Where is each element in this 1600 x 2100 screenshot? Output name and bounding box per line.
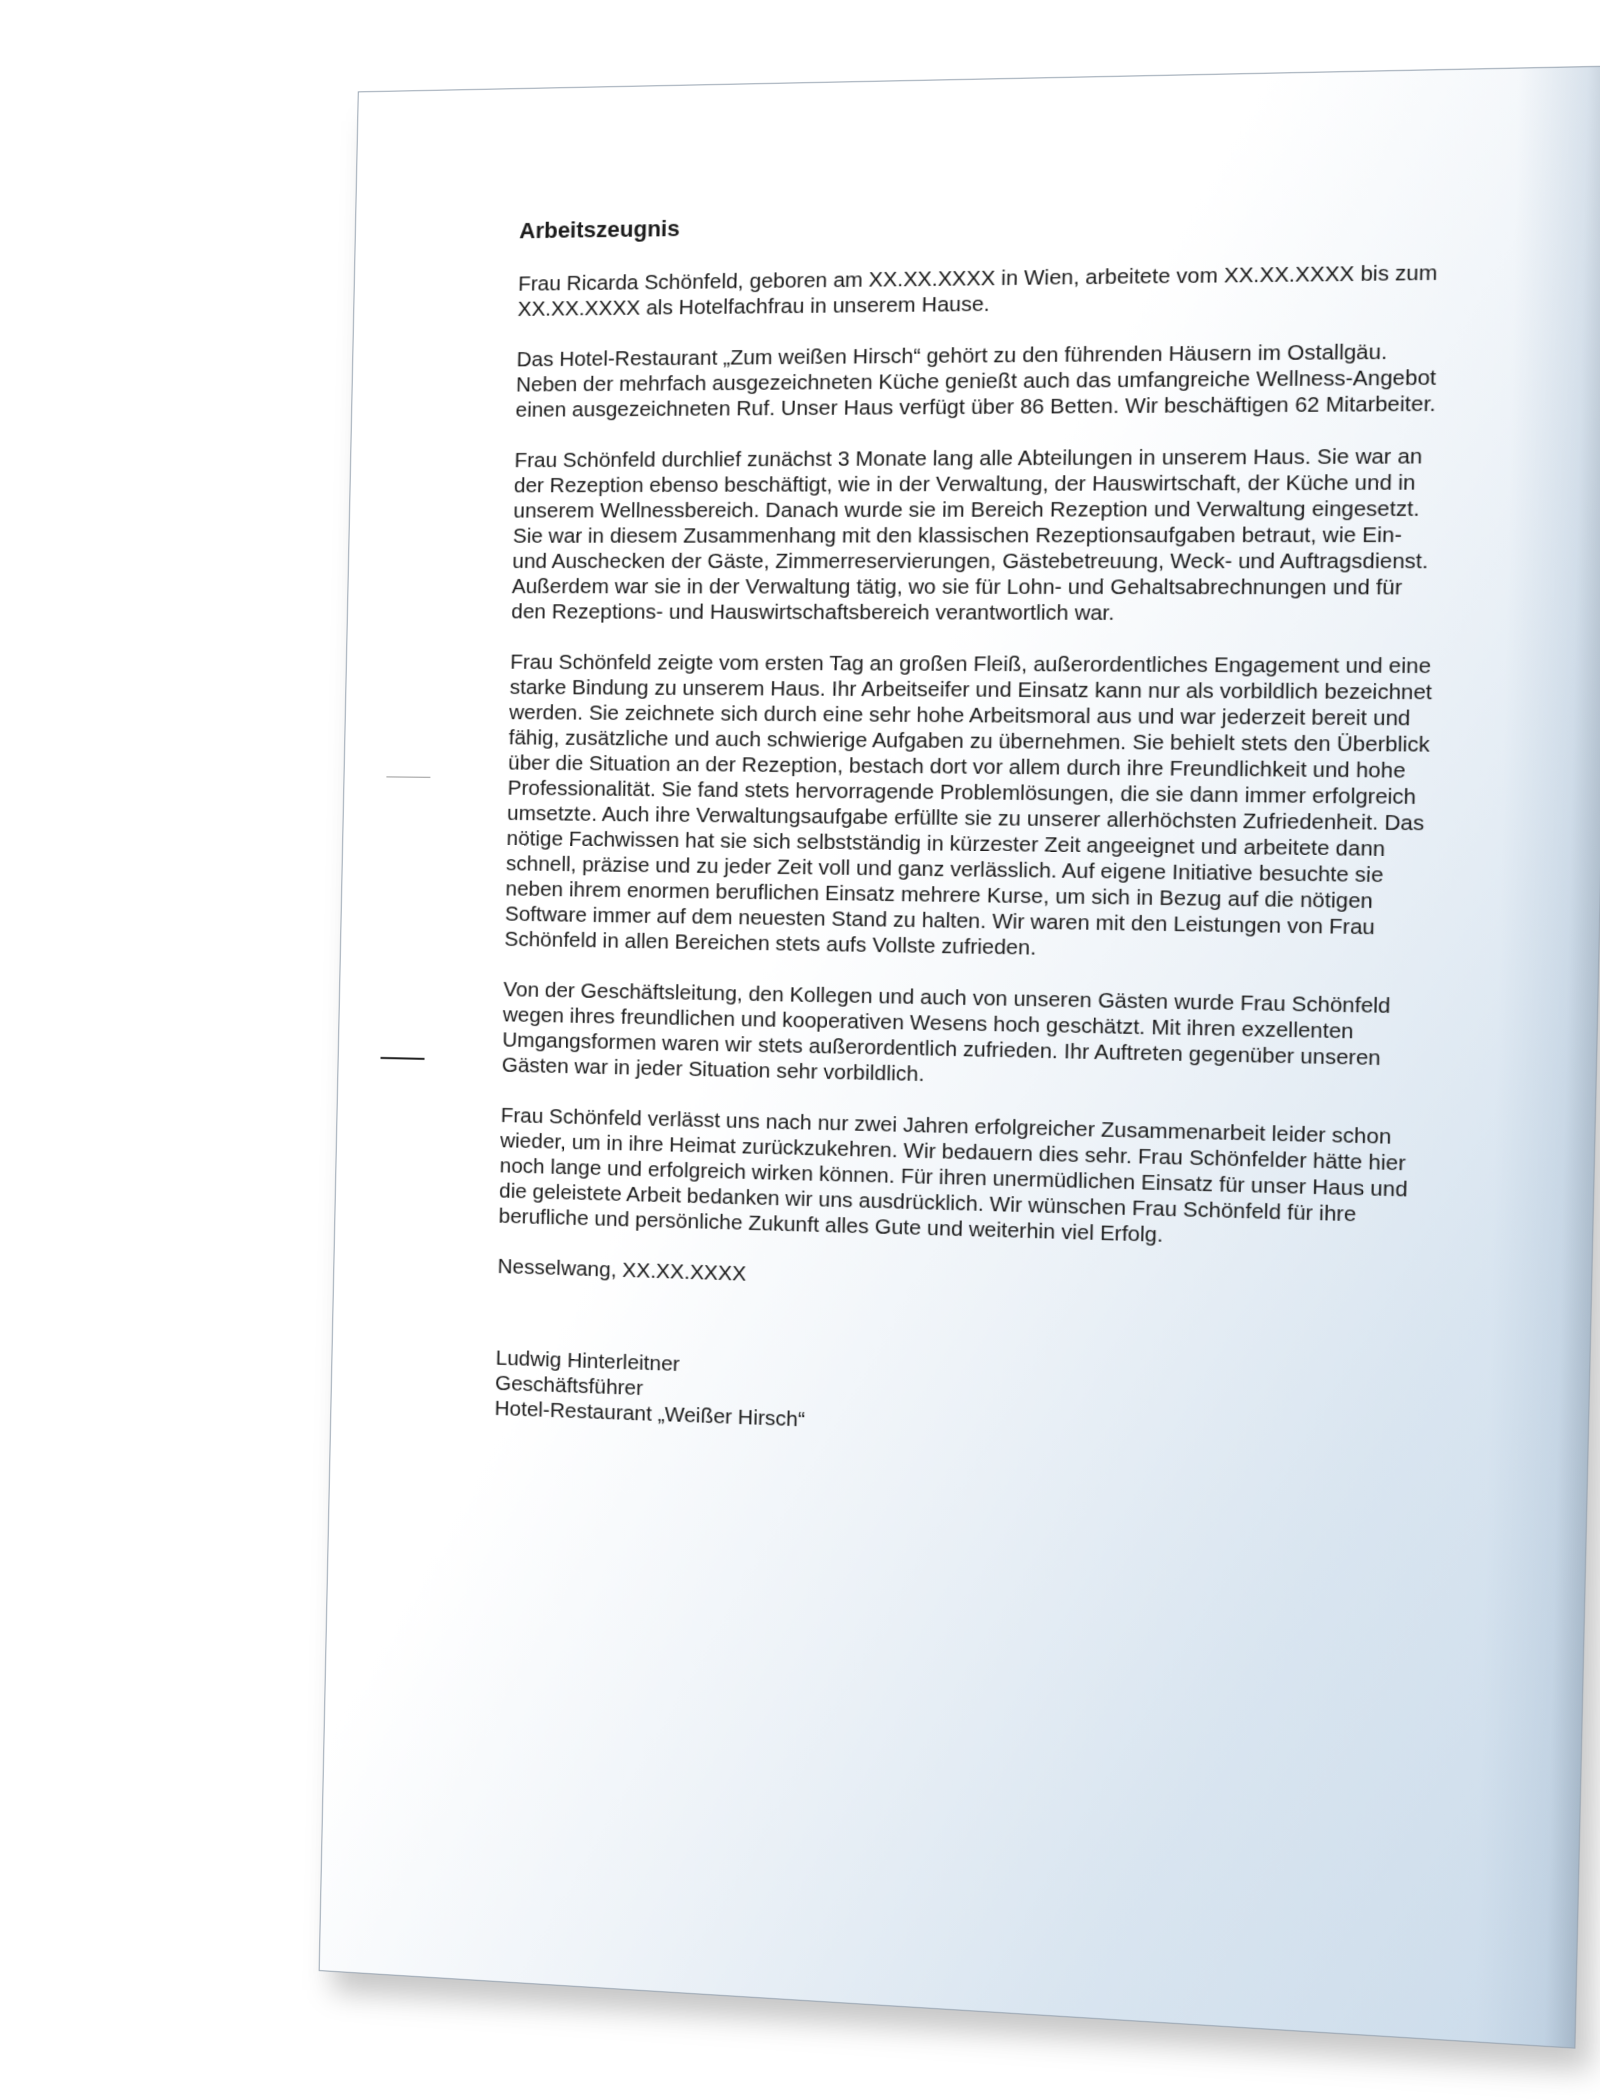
document-title: Arbeitszeugnis	[519, 215, 681, 244]
paragraph-performance: Frau Schönfeld zeigte vom ersten Tag an großen Fleiß, außerordentliches Engagement und eine starke Bindung zu unserem Haus. Ihr Arbeitseifer und Einsatz kann nur als vorbildlich bezeichnet werden. Sie zeichnete sich durch eine sehr hohe Arbeitsmoral aus und war jederzeit bereit und fähig, zusätzliche und auch schwierige Aufgaben zu übernehmen. Sie behielt stets den Überblick über die Situation an der Rezeption, bestach dort vor allem durch ihre Freundlichkeit und hohe Professionalität. Sie fand stets hervorragende Problemlösungen, die sie dann immer erfolgreich umsetzte. Auch ihre Verwaltungsaufgabe erfüllte sie zu unserer allerhöchsten Zufriedenheit. Das nötige Fachwissen hat sie sich selbstständig in kürzester Zeit angeeignet und arbeitete dann schnell, präzise und zu jeder Zeit voll und ganz verlässlich. Auf eigene Initiative besuchte sie neben ihrem enormen beruflichen Einsatz mehrere Kurse, um sich in Bezug auf die nötigen Software immer auf dem neuesten Stand zu halten. Wir waren mit den Leistungen von Frau Schönfeld in allen Bereichen stets aufs Vollste zufrieden.	[504, 650, 1433, 960]
signature-block	[494, 1345, 1418, 1455]
paragraph-closing: Frau Schönfeld verlässt uns nach nur zwei Jahren erfolgreicher Zusammenarbeit leider schon wieder, um in ihre Heimat zurückzukehren. Wir bedauern dies sehr. Frau Schönfelder hätte hier noch lange und erfolgreich wirken können. Für ihren unermüdlichen Einsatz für unser Haus und die geleistete Arbeit bedanken wir uns ausdrücklich. Wir wünschen Frau Schönfeld für ihre berufliche und persönliche Zukunft alles Gute und weiterhin viel Erfolg.	[498, 1103, 1408, 1247]
signer-role: Geschäftsführer	[494, 1371, 644, 1401]
document-page-wrapper	[318, 65, 1600, 2071]
paragraph-conduct: Von der Geschäftsleitung, den Kollegen und auch von unseren Gästen wurde Frau Schönfeld wegen ihres freundlichen und kooperativen Wesens hoch geschätzt. Mit ihren exzellenten Umgangsformen waren wir stets außerordentlich zufrieden. Ihr Auftreten gegenüber unseren Gästen war in jeder Situation sehr vorbildlich.	[501, 977, 1391, 1087]
page-edge-highlight	[1475, 67, 1600, 2048]
paragraph-company: Das Hotel-Restaurant „Zum weißen Hirsch“ gehört zu den führenden Häusern im Ostallgäu. Neben der mehrfach ausgezeichneten Küche genießt auch das umfangreiche Wellness-Angebot einen ausgezeichneten Ruf. Unser Haus verfügt über 86 Betten. Wir beschäftigen 62 Mitarbeiter.	[515, 340, 1437, 422]
place-date: Nesselwang, XX.XX.XXXX	[497, 1254, 747, 1286]
punch-mark	[381, 1057, 425, 1060]
document-body	[494, 204, 1444, 1455]
signer-name: Ludwig Hinterleitner	[495, 1346, 681, 1377]
paragraph-intro: Frau Ricarda Schönfeld, geboren am XX.XX.XXXX in Wien, arbeitete vom XX.XX.XXXX bis zum XX.XX.XXXX als Hotelfachfrau in unserem Hause.	[517, 261, 1438, 321]
paragraph-duties: Frau Schönfeld durchlief zunächst 3 Monate lang alle Abteilungen in unserem Haus. Sie war an der Rezeption ebenso beschäftigt, wie in der Verwaltung, der Hauswirtschaft, der Küche und in unserem Wellnessbereich. Danach wurde sie im Bereich Rezeption und Verwaltung eingesetzt. Sie war in diesem Zusammenhang mit den klassischen Rezeptionsaufgaben betraut, wie Ein- und Auschecken der Gäste, Zimmerreservierungen, Gästebetreuung, Weck- und Auftragsdienst. Außerdem war sie in der Verwaltung tätig, wo sie für Lohn- und Gehaltsabrechnungen und für den Rezeptions- und Hauswirtschaftsbereich verantwortlich war.	[511, 444, 1429, 626]
fold-mark-top	[386, 776, 430, 777]
signer-company: Hotel-Restaurant „Weißer Hirsch“	[494, 1396, 806, 1432]
document-page	[319, 65, 1600, 2048]
